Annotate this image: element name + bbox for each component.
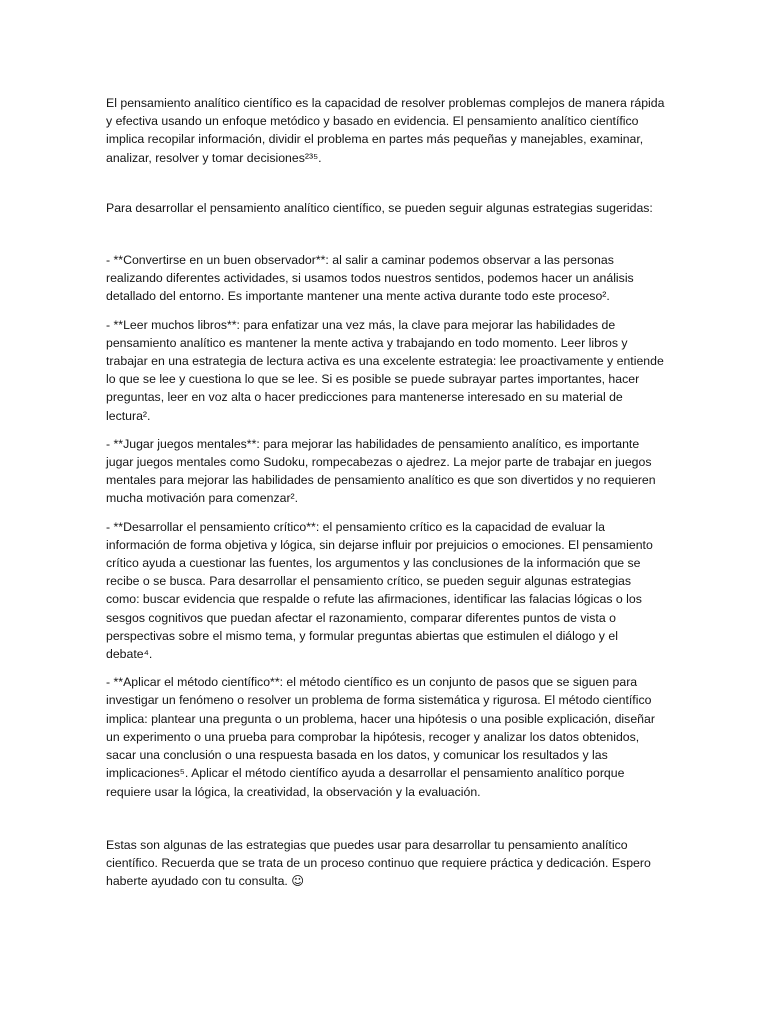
strategy-item-observer: - **Convertirse en un buen observador**: al salir a caminar podemos observar a las personas realizando diferentes actividades, si usamos todos nuestros sentidos, podemos hacer un análisis detallado del entorno. Es importante mantener una mente activa durante todo este proceso². bbox=[106, 253, 634, 304]
document-page bbox=[106, 94, 666, 890]
closing-paragraph bbox=[106, 836, 666, 891]
strategy-item-read-books: - **Leer muchos libros**: para enfatizar una vez más, la clave para mejorar las habilidades de pensamiento analítico es mantener la mente activa y trabajando en todo momento. Leer libros y trabajar en una estrategia de lectura activa es una excelente estrategia: lee proactivamente y entiende lo que se lee y cuestiona lo que se lee. Si es posible se puede subrayar partes importantes, hacer preguntas, leer en voz alta o hacer predicciones para mantenerse interesado en su material de lectura². bbox=[106, 317, 664, 423]
strategies-lead-paragraph: Para desarrollar el pensamiento analítico científico, se pueden seguir algunas estrategias sugeridas: bbox=[106, 200, 653, 215]
closing-text: Estas son algunas de las estrategias que puedes usar para desarrollar tu pensamiento analítico científico. Recuerda que se trata de un proceso continuo que requiere práctica y dedicación. Espero haberte ayudado con tu consulta. bbox=[106, 837, 651, 889]
strategy-item-mind-games: - **Jugar juegos mentales**: para mejorar las habilidades de pensamiento analítico, es importante jugar juegos mentales como Sudoku, rompecabezas o ajedrez. La mejor parte de trabajar en juegos mentales para mejorar las habilidades de pensamiento analítico es que son divertidos y no requieren mucha motivación para comenzar². bbox=[106, 436, 656, 506]
smiley-icon: ☺ bbox=[291, 874, 305, 889]
strategy-item-critical-thinking: - **Desarrollar el pensamiento crítico**: el pensamiento crítico es la capacidad de evaluar la información de forma objetiva y lógica, sin dejarse influir por prejuicios o emociones. El pensamiento crítico ayuda a cuestionar las fuentes, los argumentos y las conclusiones de la información que se recibe o se busca. Para desarrollar el pensamiento crítico, se pueden seguir algunas estrategias como: buscar evidencia que respalde o refute las afirmaciones, identificar las falacias lógicas o los sesgos cognitivos que puedan afectar el razonamiento, comparar diferentes puntos de vista o perspectivas sobre el mismo tema, y formular preguntas abiertas que estimulen el diálogo y el debate⁴. bbox=[106, 519, 653, 662]
strategy-item-scientific-method: - **Aplicar el método científico**: el método científico es un conjunto de pasos que se siguen para investigar un fenómeno o resolver un problema de forma sistemática y rigurosa. El método científico implica: plantear una pregunta o un problema, hacer una hipótesis o una posible explicación, diseñar un experimento o una prueba para comprobar la hipótesis, recoger y analizar los datos obtenidos, sacar una conclusión o una respuesta basada en los datos, y comunicar los resultados y las implicaciones⁵. Aplicar el método científico ayuda a desarrollar el pensamiento analítico porque requiere usar la lógica, la creatividad, la observación y la evaluación. bbox=[106, 675, 655, 799]
intro-paragraph: El pensamiento analítico científico es la capacidad de resolver problemas complejos de manera rápida y efectiva usando un enfoque metódico y basado en evidencia. El pensamiento analítico científico implica recopilar información, dividir el problema en partes más pequeñas y manejables, examinar, analizar, resolver y tomar decisiones²³⁵. bbox=[106, 96, 665, 165]
